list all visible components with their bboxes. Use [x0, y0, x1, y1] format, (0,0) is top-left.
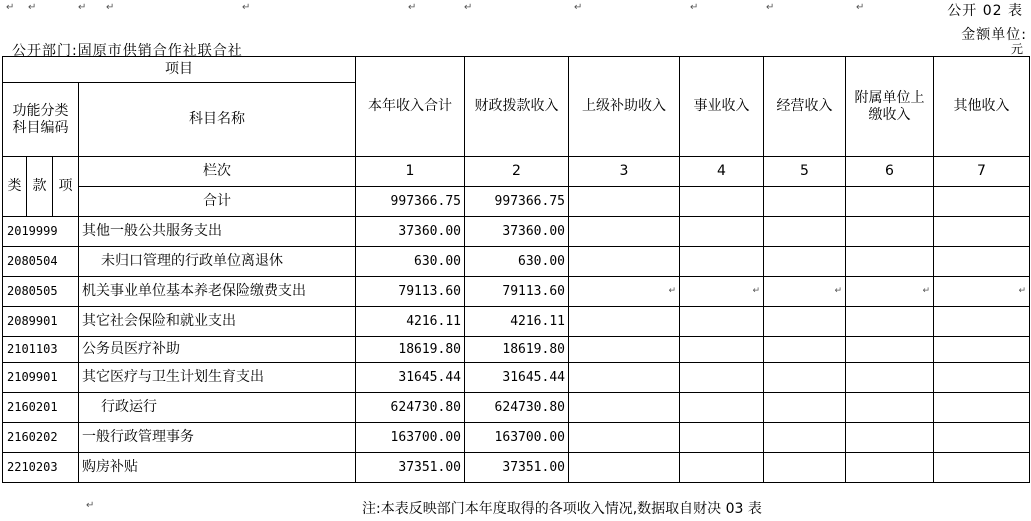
row-code: 2160201: [3, 393, 79, 423]
header-item: 项目: [3, 57, 356, 83]
index-col-7: 7: [934, 157, 1030, 187]
paragraph-mark: ↵: [464, 2, 473, 13]
table-row: [3, 363, 1030, 393]
index-col-1: 1: [356, 157, 465, 187]
row-code: 2109901: [3, 363, 79, 393]
paragraph-mark: ↵: [856, 2, 865, 13]
row-code: 2019999: [3, 217, 79, 247]
income-table: [2, 56, 1030, 483]
row-name: 购房补贴: [79, 453, 356, 483]
index-col-4: 4: [680, 157, 764, 187]
header-col-1: 本年收入合计: [356, 57, 465, 157]
row-name: 其他一般公共服务支出: [79, 217, 356, 247]
index-col-6: 6: [846, 157, 934, 187]
header-row-item: [3, 57, 1030, 83]
row-income-total: 37360.00: [356, 217, 465, 247]
table-row: [3, 423, 1030, 453]
index-col-5: 5: [764, 157, 846, 187]
row-income-total: 630.00: [356, 247, 465, 277]
row-fiscal: 624730.80: [465, 393, 569, 423]
row-fiscal: 163700.00: [465, 423, 569, 453]
row-name: 机关事业单位基本养老保险缴费支出: [79, 277, 356, 307]
header-col-5: 经营收入: [764, 57, 846, 157]
row-code: 2210203: [3, 453, 79, 483]
unit-label: 金额单位:: [961, 27, 1027, 43]
header-col-3: 上级补助收入: [569, 57, 680, 157]
row-name: 行政运行: [79, 393, 356, 423]
footnote: 注:本表反映部门本年度取得的各项收入情况,数据取自财决 03 表: [362, 501, 762, 517]
paragraph-mark: ↵: [78, 2, 87, 13]
header-subject-name: 科目名称: [79, 83, 356, 157]
row-income-total: 4216.11: [356, 307, 465, 337]
index-col-2: 2: [465, 157, 569, 187]
row-fiscal: 18619.80: [465, 337, 569, 363]
paragraph-mark: ↵: [766, 2, 775, 13]
header-func-code: 功能分类科目编码: [3, 83, 79, 157]
row-code: 2160202: [3, 423, 79, 453]
header-col-4: 事业收入: [680, 57, 764, 157]
total-income: 997366.75: [356, 187, 465, 217]
table-row: [3, 247, 1030, 277]
header-col-2: 财政拨款收入: [465, 57, 569, 157]
row-name: 一般行政管理事务: [79, 423, 356, 453]
row-name: 公务员医疗补助: [79, 337, 356, 363]
row-income-total: 624730.80: [356, 393, 465, 423]
form-code: 公开 02 表: [947, 3, 1023, 19]
paragraph-mark: ↵: [6, 2, 15, 13]
row-code: 2089901: [3, 307, 79, 337]
row-code: 2080504: [3, 247, 79, 277]
paragraph-mark: ↵: [668, 286, 676, 296]
paragraph-mark: ↵: [242, 2, 251, 13]
table-row: [3, 307, 1030, 337]
paragraph-mark: ↵: [1018, 286, 1026, 296]
index-col-3: 3: [569, 157, 680, 187]
header-lei: 类: [3, 157, 27, 217]
row-name: 其它医疗与卫生计划生育支出: [79, 363, 356, 393]
department-label: 公开部门:固原市供销合作社联合社: [12, 43, 243, 59]
table-row: [3, 337, 1030, 363]
row-income-total: 79113.60: [356, 277, 465, 307]
table-row: [3, 277, 1030, 307]
paragraph-mark: ↵: [752, 286, 760, 296]
row-fiscal: 37360.00: [465, 217, 569, 247]
table-row: [3, 393, 1030, 423]
header-row-index: [3, 157, 1030, 187]
paragraph-mark: ↵: [690, 2, 699, 13]
row-income-total: 163700.00: [356, 423, 465, 453]
header-row-index-label: 栏次: [79, 157, 356, 187]
paragraph-mark: ↵: [922, 286, 930, 296]
header-kuan: 款: [27, 157, 53, 217]
row-income-total: 37351.00: [356, 453, 465, 483]
paragraph-mark: ↵: [106, 2, 115, 13]
row-fiscal: 79113.60: [465, 277, 569, 307]
row-income-total: 31645.44: [356, 363, 465, 393]
row-code: 2080505: [3, 277, 79, 307]
header-col-7: 其他收入: [934, 57, 1030, 157]
header-col-6: 附属单位上缴收入: [846, 57, 934, 157]
total-label: 合计: [79, 187, 356, 217]
table-row: [3, 217, 1030, 247]
table-row: [3, 453, 1030, 483]
top-paragraph-marks: [6, 0, 876, 16]
row-code: 2101103: [3, 337, 79, 363]
paragraph-mark: ↵: [408, 2, 417, 13]
row-fiscal: 37351.00: [465, 453, 569, 483]
row-fiscal: 630.00: [465, 247, 569, 277]
paragraph-mark: ↵: [834, 286, 842, 296]
header-xiang: 项: [53, 157, 79, 217]
paragraph-mark: ↵: [574, 2, 583, 13]
row-name: 其它社会保险和就业支出: [79, 307, 356, 337]
total-fiscal: 997366.75: [465, 187, 569, 217]
total-row: [3, 187, 1030, 217]
paragraph-mark: ↵: [86, 500, 95, 511]
row-income-total: 18619.80: [356, 337, 465, 363]
row-fiscal: 31645.44: [465, 363, 569, 393]
row-fiscal: 4216.11: [465, 307, 569, 337]
row-name: 未归口管理的行政单位离退休: [79, 247, 356, 277]
unit-value: 元: [1010, 42, 1023, 56]
paragraph-mark: ↵: [28, 2, 37, 13]
